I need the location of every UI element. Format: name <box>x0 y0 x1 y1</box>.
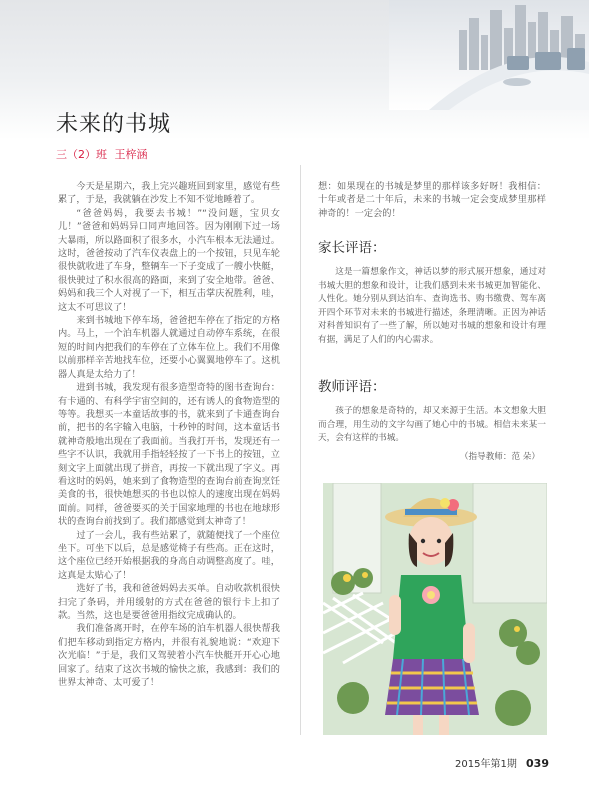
body-paragraph: 选好了书，我和爸爸妈妈去买单。自动收款机很快扫完了条码，并用缓射的方式在爸爸的银行卡上扣了款。当然，这也是要爸爸用指纹完成确认的。 <box>58 583 280 621</box>
teacher-comment-text: 孩子的想象是奇特的，却又来源于生活。本文想象大胆而合理，用生动的文字勾画了她心中的书城。相信未来某一天，会有这样的书城。 <box>318 406 546 444</box>
city-skyline-illustration <box>389 0 589 110</box>
parent-comment-text: 这是一篇想象作文，神话以梦的形式展开想象，通过对书城大胆的想象和设计，让我们感到未来书城更加智能化、人性化。她分别从到达泊车、查询选书、购书缴费、驾车离开四个环节对未来的书城进行描述，条理清晰。正因为神话对科普知识有了一些了解，所以她对书城的想象和设计有理有据，满足了人们的内心需求。 <box>318 267 546 345</box>
parent-comment-heading: 家长评语： <box>318 240 386 256</box>
body-paragraph: 我们准备离开时，在停车场的泊车机器人很快帮我们把车移动到指定方格内，并很有礼貌地说：“欢迎下次光临！”于是，我们又驾驶着小汽车快艇开开心心地回家了。结束了这次书城的愉快之旅，我感到：我们的世界太神奇、太可爱了！ <box>58 623 280 689</box>
author-class: 三（2）班 <box>56 148 107 161</box>
author-photo <box>323 483 547 735</box>
teacher-comment-heading: 教师评语： <box>318 379 386 395</box>
issue-label: 2015年第1期 <box>455 759 517 770</box>
body-paragraph: 来到书城地下停车场，爸爸把车停在了指定的方格内。马上，一个泊车机器人就通过自动停车系统，在很短的时间内把我们的车停在了立体车位上。我们不用像以前那样辛苦地找车位，还要小心翼翼地停车了。这机器人真是太给力了！ <box>58 315 280 380</box>
teacher-comment-section <box>318 375 546 462</box>
advisor-credit: （指导教师：范 朵） <box>459 451 540 462</box>
page-footer <box>455 755 549 770</box>
body-paragraph: 进到书城，我发现有很多造型奇特的图书查询台：有卡通的、有科学宇宙空间的，还有诱人的食物造型的等等。我想买一本童话故事的书，就来到了卡通查询台前，把书的名字输入电脑，十秒钟的时间，这本童话书就神奇般地出现在了我面前。当我打开书，发现还有一些字不认识，我就用手指轻轻按了一下书上的按钮，立刻文字上面就出现了拼音，再按一下就出现了字义。再看这时的妈妈，她来到了食物造型的查询台前查询烹饪美食的书，很快她想买的书也以惊人的速度出现在妈妈面前。同样，爸爸要买的关于国家地理的书也在地球形状的查询台前找到了。我们都感觉到太神奇了！ <box>58 382 280 528</box>
body-paragraph: 今天是星期六，我上完兴趣班回到家里，感觉有些累了，于是，我就躺在沙发上不知不觉地睡着了。 <box>58 181 280 206</box>
author-line <box>56 146 148 162</box>
page-number: 039 <box>526 757 549 770</box>
author-name: 王梓涵 <box>114 148 148 161</box>
article-title: 未来的书城 <box>56 112 172 137</box>
parent-comment-section <box>318 236 546 348</box>
body-paragraph: “爸爸妈妈，我要去书城！”“没问题，宝贝女儿！”爸爸和妈妈异口同声地回答。因为刚刚下过一场大暴雨，所以路面积了很多水，小汽车根本无法通过。这时，爸爸按动了汽车仪表盘上的一个按钮，只见车轮很快就收进了车身，整辆车一下子变成了一艘小快艇，很快驶过了积水很高的路面，来到了安全地带。爸爸、妈妈和我三个人对视了一下，相互击掌庆祝胜利，哇，这太不可思议了！ <box>58 207 280 313</box>
article-body-continued <box>318 180 546 220</box>
article-body <box>58 180 280 689</box>
body-paragraph: 过了一会儿，我有些站累了，就随便找了一个座位坐下。可坐下以后，总是感觉椅子有些高。正在这时，这个座位已经开始根据我的身高自动调整高度了。哇，这真是太贴心了！ <box>58 529 280 581</box>
body-paragraph-continued: 想：如果现在的书城是梦里的那样该多好呀！我相信：十年或者是二十年后，未来的书城一定会变成梦里那样神奇的！一定会的！ <box>318 181 546 219</box>
column-divider <box>300 165 301 735</box>
